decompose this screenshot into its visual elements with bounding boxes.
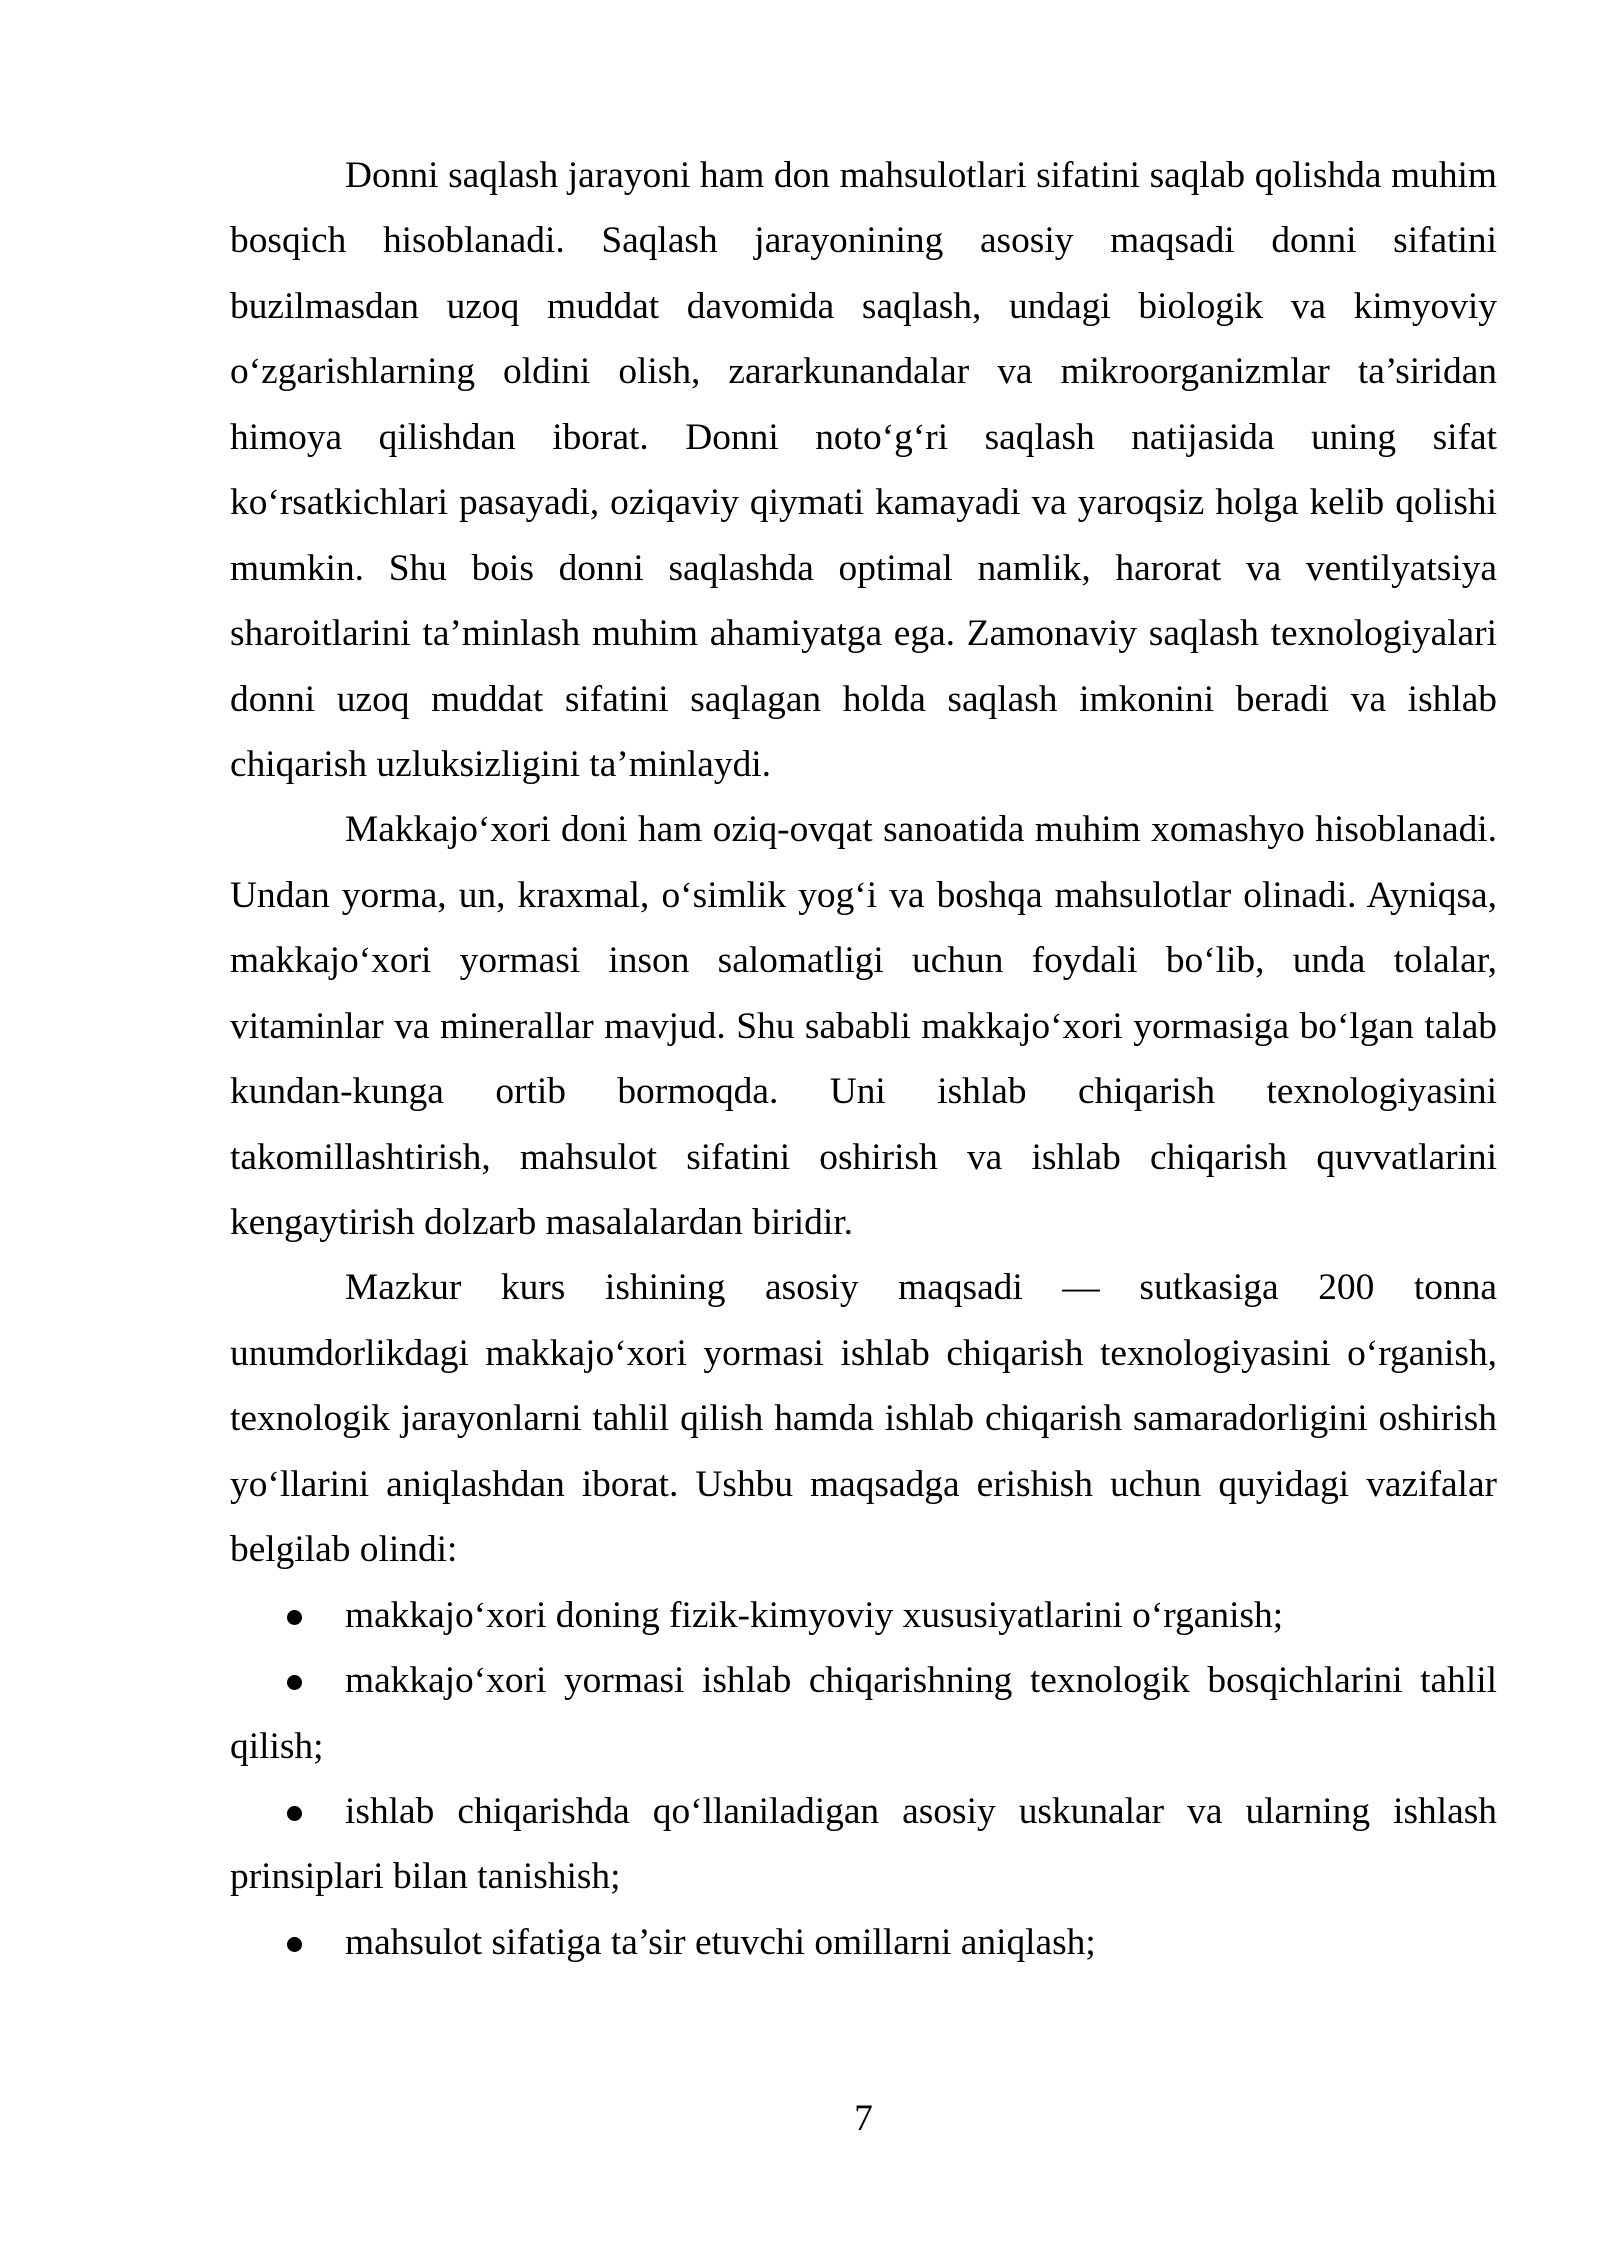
bullet-item-line: prinsiplari bilan tanishish; <box>230 1856 621 1898</box>
bullet-text: mahsulot sifatiga ta’sir etuvchi omillarni aniqlash; <box>345 1921 1096 1963</box>
paragraph-line: ko‘rsatkichlari pasayadi, oziqaviy qiymati kamayadi va yaroqsiz holga kelib qolishi <box>230 482 1497 524</box>
paragraph-3 <box>230 1255 1497 1582</box>
bullet-item <box>230 1779 1497 1910</box>
bullet-item-line <box>230 1910 1497 1975</box>
paragraph-line: chiqarish uzluksizligini ta’minlaydi. <box>230 743 772 785</box>
paragraph-line: vitaminlar va minerallar mavjud. Shu sababli makkajo‘xori yormasiga bo‘lgan talab <box>230 1005 1497 1047</box>
bullet-text: makkajo‘xori doning fizik-kimyoviy xususiyatlarini o‘rganish; <box>345 1594 1284 1636</box>
paragraph-line: Donni saqlash jarayoni ham don mahsulotlari sifatini saqlab qolishda muhim <box>345 155 1497 196</box>
paragraph-line: o‘zgarishlarning oldini olish, zararkunandalar va mikroorganizmlar ta’siridan <box>230 351 1497 393</box>
paragraph-2 <box>230 797 1497 1255</box>
paragraph-line: takomillashtirish, mahsulot sifatini oshirish va ishlab chiqarish quvvatlarini <box>230 1136 1497 1178</box>
bullet-item <box>230 1648 1497 1779</box>
page-number: 7 <box>854 2098 873 2139</box>
bullet-icon <box>287 1610 302 1625</box>
bullet-icon <box>287 1675 302 1690</box>
paragraph-line: Mazkur kurs ishining asosiy maqsadi — sutkasiga 200 tonna <box>345 1267 1497 1309</box>
paragraph-line: donni uzoq muddat sifatini saqlagan holda saqlash imkonini beradi va ishlab <box>230 678 1497 720</box>
bullet-item-line: qilish; <box>230 1725 324 1767</box>
paragraph-1 <box>230 143 1497 797</box>
task-list <box>230 1583 1497 1976</box>
bullet-item <box>230 1583 1497 1648</box>
bullet-text: ishlab chiqarishda qo‘llaniladigan asosiy uskunalar va ularning ishlash <box>345 1790 1497 1832</box>
paragraph-line: texnologik jarayonlarni tahlil qilish hamda ishlab chiqarish samaradorligini oshirish <box>230 1398 1497 1440</box>
paragraph-line: unumdorlikdagi makkajo‘xori yormasi ishlab chiqarish texnologiyasini o‘rganish, <box>230 1332 1497 1374</box>
paragraph-line: himoya qilishdan iborat. Donni noto‘g‘ri saqlash natijasida uning sifat <box>230 416 1497 458</box>
bullet-item-line <box>230 1779 1497 1844</box>
bullet-item <box>230 1910 1497 1975</box>
paragraph-line: makkajo‘xori yormasi inson salomatligi uchun foydali bo‘lib, unda tolalar, <box>230 940 1497 982</box>
paragraph-line: Undan yorma, un, kraxmal, o‘simlik yog‘i va boshqa mahsulotlar olinadi. Ayniqsa, <box>230 874 1497 916</box>
paragraph-line: sharoitlarini ta’minlash muhim ahamiyatga ega. Zamonaviy saqlash texnologiyalari <box>230 613 1497 655</box>
paragraph-line: yo‘llarini aniqlashdan iborat. Ushbu maqsadga erishish uchun quyidagi vazifalar <box>230 1463 1497 1505</box>
page-body <box>230 143 1497 1975</box>
bullet-icon <box>287 1806 302 1821</box>
paragraph-line: kundan-kunga ortib bormoqda. Uni ishlab chiqarish texnologiyasini <box>230 1071 1497 1113</box>
paragraph-line: belgilab olindi: <box>230 1529 458 1571</box>
bullet-text: makkajo‘xori yormasi ishlab chiqarishning texnologik bosqichlarini tahlil <box>345 1660 1497 1702</box>
paragraph-line: mumkin. Shu bois donni saqlashda optimal namlik, harorat va ventilyatsiya <box>230 547 1497 589</box>
paragraph-line: buzilmasdan uzoq muddat davomida saqlash, undagi biologik va kimyoviy <box>230 285 1497 327</box>
bullet-item-line <box>230 1648 1497 1713</box>
bullet-item-line <box>230 1583 1497 1648</box>
paragraph-line: bosqich hisoblanadi. Saqlash jarayonining asosiy maqsadi donni sifatini <box>230 220 1497 262</box>
paragraph-line: Makkajo‘xori doni ham oziq-ovqat sanoatida muhim xomashyo hisoblanadi. <box>345 809 1497 851</box>
bullet-icon <box>287 1937 302 1952</box>
paragraph-line: kengaytirish dolzarb masalalardan biridir. <box>230 1202 853 1243</box>
